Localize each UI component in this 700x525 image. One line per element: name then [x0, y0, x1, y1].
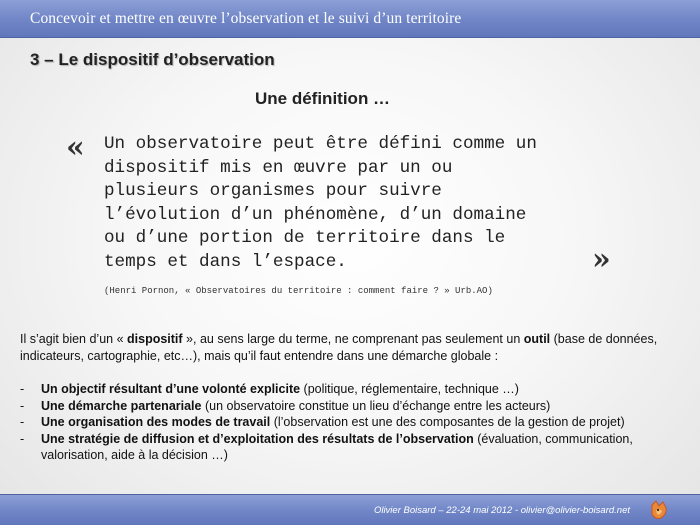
bullet-dash: - — [20, 431, 25, 446]
bullet-rest: (l’observation est une des composantes de la gestion de projet) — [270, 415, 625, 429]
intro-bold-dispositif: dispositif — [127, 332, 183, 346]
bullet-dash: - — [20, 382, 25, 396]
presentation-title: Concevoir et mettre en œuvre l’observation et le suivi d’un territoire — [30, 10, 462, 27]
bullet-bold: Une démarche partenariale — [41, 398, 202, 413]
intro-text-3: (base de données, indicateurs, cartographie, etc…), mais qu’il faut entendre dans une démarche globale : — [20, 332, 658, 363]
bullet-bold: Une stratégie de diffusion et d’exploitation des résultats de l’observation — [41, 431, 474, 446]
definition-quote-text: Un observatoire peut être défini comme un dispositif mis en œuvre par un ou plusieurs organismes pour suivre l’évolution d’un phénomène, d’un domaine ou d’une portion de territoire dans le temps et dans l’espace. — [104, 134, 537, 272]
bullet-dash: - — [20, 415, 25, 429]
bullet-bold: Une organisation des modes de travail — [41, 415, 271, 429]
footer-credit: Olivier Boisard – 22-24 mai 2012 - olivier@olivier-boisard.net — [373, 505, 630, 516]
fox-logo-icon — [648, 499, 670, 521]
intro-bold-outil: outil — [523, 332, 551, 346]
header-bar — [0, 0, 700, 38]
bullet-dash: - — [20, 398, 25, 413]
bullet-rest: (un observatoire constitue un lieu d’échange entre les acteurs) — [201, 398, 551, 413]
bullet-rest: (politique, réglementaire, technique …) — [300, 382, 519, 396]
bullet-rest: (évaluation, communication, valorisation, aide à la décision …) — [41, 431, 633, 462]
definition-subheading: Une définition … — [255, 89, 391, 108]
bullet-item — [20, 431, 688, 464]
intro-paragraph — [20, 331, 688, 365]
bullet-list — [20, 381, 688, 464]
intro-text-2: », au sens large du terme, ne comprenant pas seulement un — [182, 332, 524, 346]
footer-bar — [0, 494, 700, 525]
intro-text-1: Il s’agit bien d’un « — [20, 332, 128, 346]
quote-source-citation: (Henri Pornon, « Observatoires du territoire : comment faire ? » Urb.AO) — [104, 286, 493, 296]
bullet-item — [20, 381, 688, 398]
bullet-item — [20, 414, 688, 431]
section-heading: 3 – Le dispositif d’observation — [30, 50, 275, 69]
bullet-item — [20, 398, 688, 415]
close-quote-mark: » — [592, 242, 611, 277]
bullet-bold: Un objectif résultant d’une volonté explicite — [41, 382, 301, 396]
open-quote-mark: « — [66, 130, 85, 165]
